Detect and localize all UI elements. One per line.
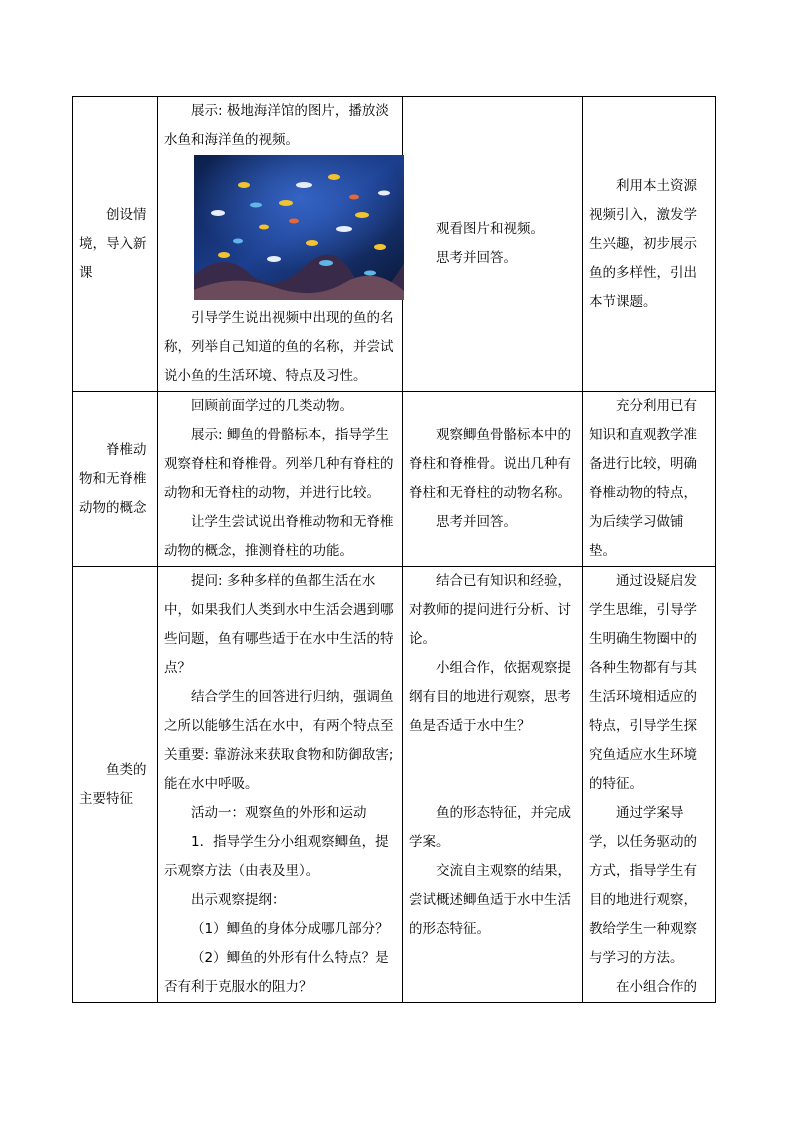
teacher-text: 1．指导学生分小组观察鲫鱼，提示观察方法（由表及里）。 [164, 834, 389, 879]
student-text: 观看图片和视频。 [436, 221, 544, 237]
teacher-text: 引导学生说出视频中出现的鱼的名称，列举自己知道的鱼的名称，并尝试说小鱼的生活环境、特点及习性。 [164, 310, 394, 384]
student-activity-cell [403, 97, 583, 392]
student-text: 结合已有知识和经验，对教师的提问进行分析、讨论。 [409, 573, 571, 647]
student-activity-cell [403, 567, 583, 1003]
design-intent-cell [583, 392, 716, 567]
teacher-text: 展示: 极地海洋馆的图片，播放淡水鱼和海洋鱼的视频。 [164, 103, 389, 148]
student-text: 观察鲫鱼骨骼标本中的脊柱和脊椎骨。说出几种有脊柱和无脊柱的动物名称。 [409, 427, 571, 501]
category-cell [73, 392, 158, 567]
teacher-text: 出示观察提纲： [191, 892, 286, 908]
design-intent-cell [583, 567, 716, 1003]
table-row [73, 97, 716, 392]
teacher-text: 回顾前面学过的几类动物。 [191, 398, 353, 414]
intent-text: 在小组合作的 [616, 979, 697, 995]
category-text: 鱼类的主要特征 [79, 761, 147, 807]
spacer [409, 741, 576, 770]
spacer [409, 770, 576, 799]
student-text: 鱼的形态特征，并完成学案。 [409, 805, 571, 850]
intent-text: 通过设疑启发学生思维，引导学生明确生物圈中的各种生物都有与其生活环境相适应的特点，引导学生探究鱼适应水生环境的特征。 [589, 573, 697, 792]
teacher-activity-cell [158, 97, 403, 392]
teacher-text: （2）鲫鱼的外形有什么特点？是否有利于克服水的阻力？ [164, 950, 389, 995]
intent-text: 利用本土资源视频引入，激发学生兴趣，初步展示鱼的多样性，引出本节课题。 [589, 177, 697, 310]
teacher-text: 结合学生的回答进行归纳，强调鱼之所以能够生活在水中，有两个特点至关重要: 靠游泳来获取食物和防御敌害; 能在水中呼吸。 [164, 689, 394, 792]
intent-text: 充分利用已有知识和直观教学准备进行比较，明确脊椎动物的特点，为后续学习做铺垫。 [589, 398, 697, 559]
category-cell [73, 97, 158, 392]
category-text: 脊椎动物和无脊椎动物的概念 [79, 441, 147, 516]
table-row [73, 392, 716, 567]
teacher-activity-cell [158, 392, 403, 567]
category-text: 创设情境，导入新课 [79, 206, 147, 281]
teacher-text: （1）鲫鱼的身体分成哪几部分？ [191, 921, 389, 937]
student-text: 思考并回答。 [436, 514, 517, 530]
table-row [73, 567, 716, 1003]
teacher-text: 提问: 多种多样的鱼都生活在水中，如果我们人类到水中生活会遇到哪些问题，鱼有哪些适于在水中生活的特点？ [164, 573, 394, 676]
teacher-text: 展示: 鲫鱼的骨骼标本，指导学生观察脊柱和脊椎骨。列举几种有脊柱的动物和无脊柱的动物，并进行比较。 [164, 427, 394, 501]
student-text: 小组合作，依据观察提纲有目的地进行观察，思考鱼是否适于水中生？ [409, 660, 571, 734]
teacher-text: 活动一：观察鱼的外形和运动 [191, 805, 367, 821]
design-intent-cell [583, 97, 716, 392]
teacher-activity-cell [158, 567, 403, 1003]
lesson-plan-table [72, 96, 716, 1003]
student-activity-cell [403, 392, 583, 567]
aquarium-fish-photo [194, 155, 404, 300]
teacher-text: 让学生尝试说出脊椎动物和无脊椎动物的概念，推测脊柱的功能。 [164, 514, 394, 559]
student-text: 思考并回答。 [436, 250, 517, 266]
student-text: 交流自主观察的结果，尝试概述鲫鱼适于水中生活的形态特征。 [409, 863, 571, 937]
intent-text: 通过学案导学，以任务驱动的方式，指导学生有目的地进行观察，教给学生一种观察与学习的方法。 [589, 805, 697, 966]
category-cell [73, 567, 158, 1003]
